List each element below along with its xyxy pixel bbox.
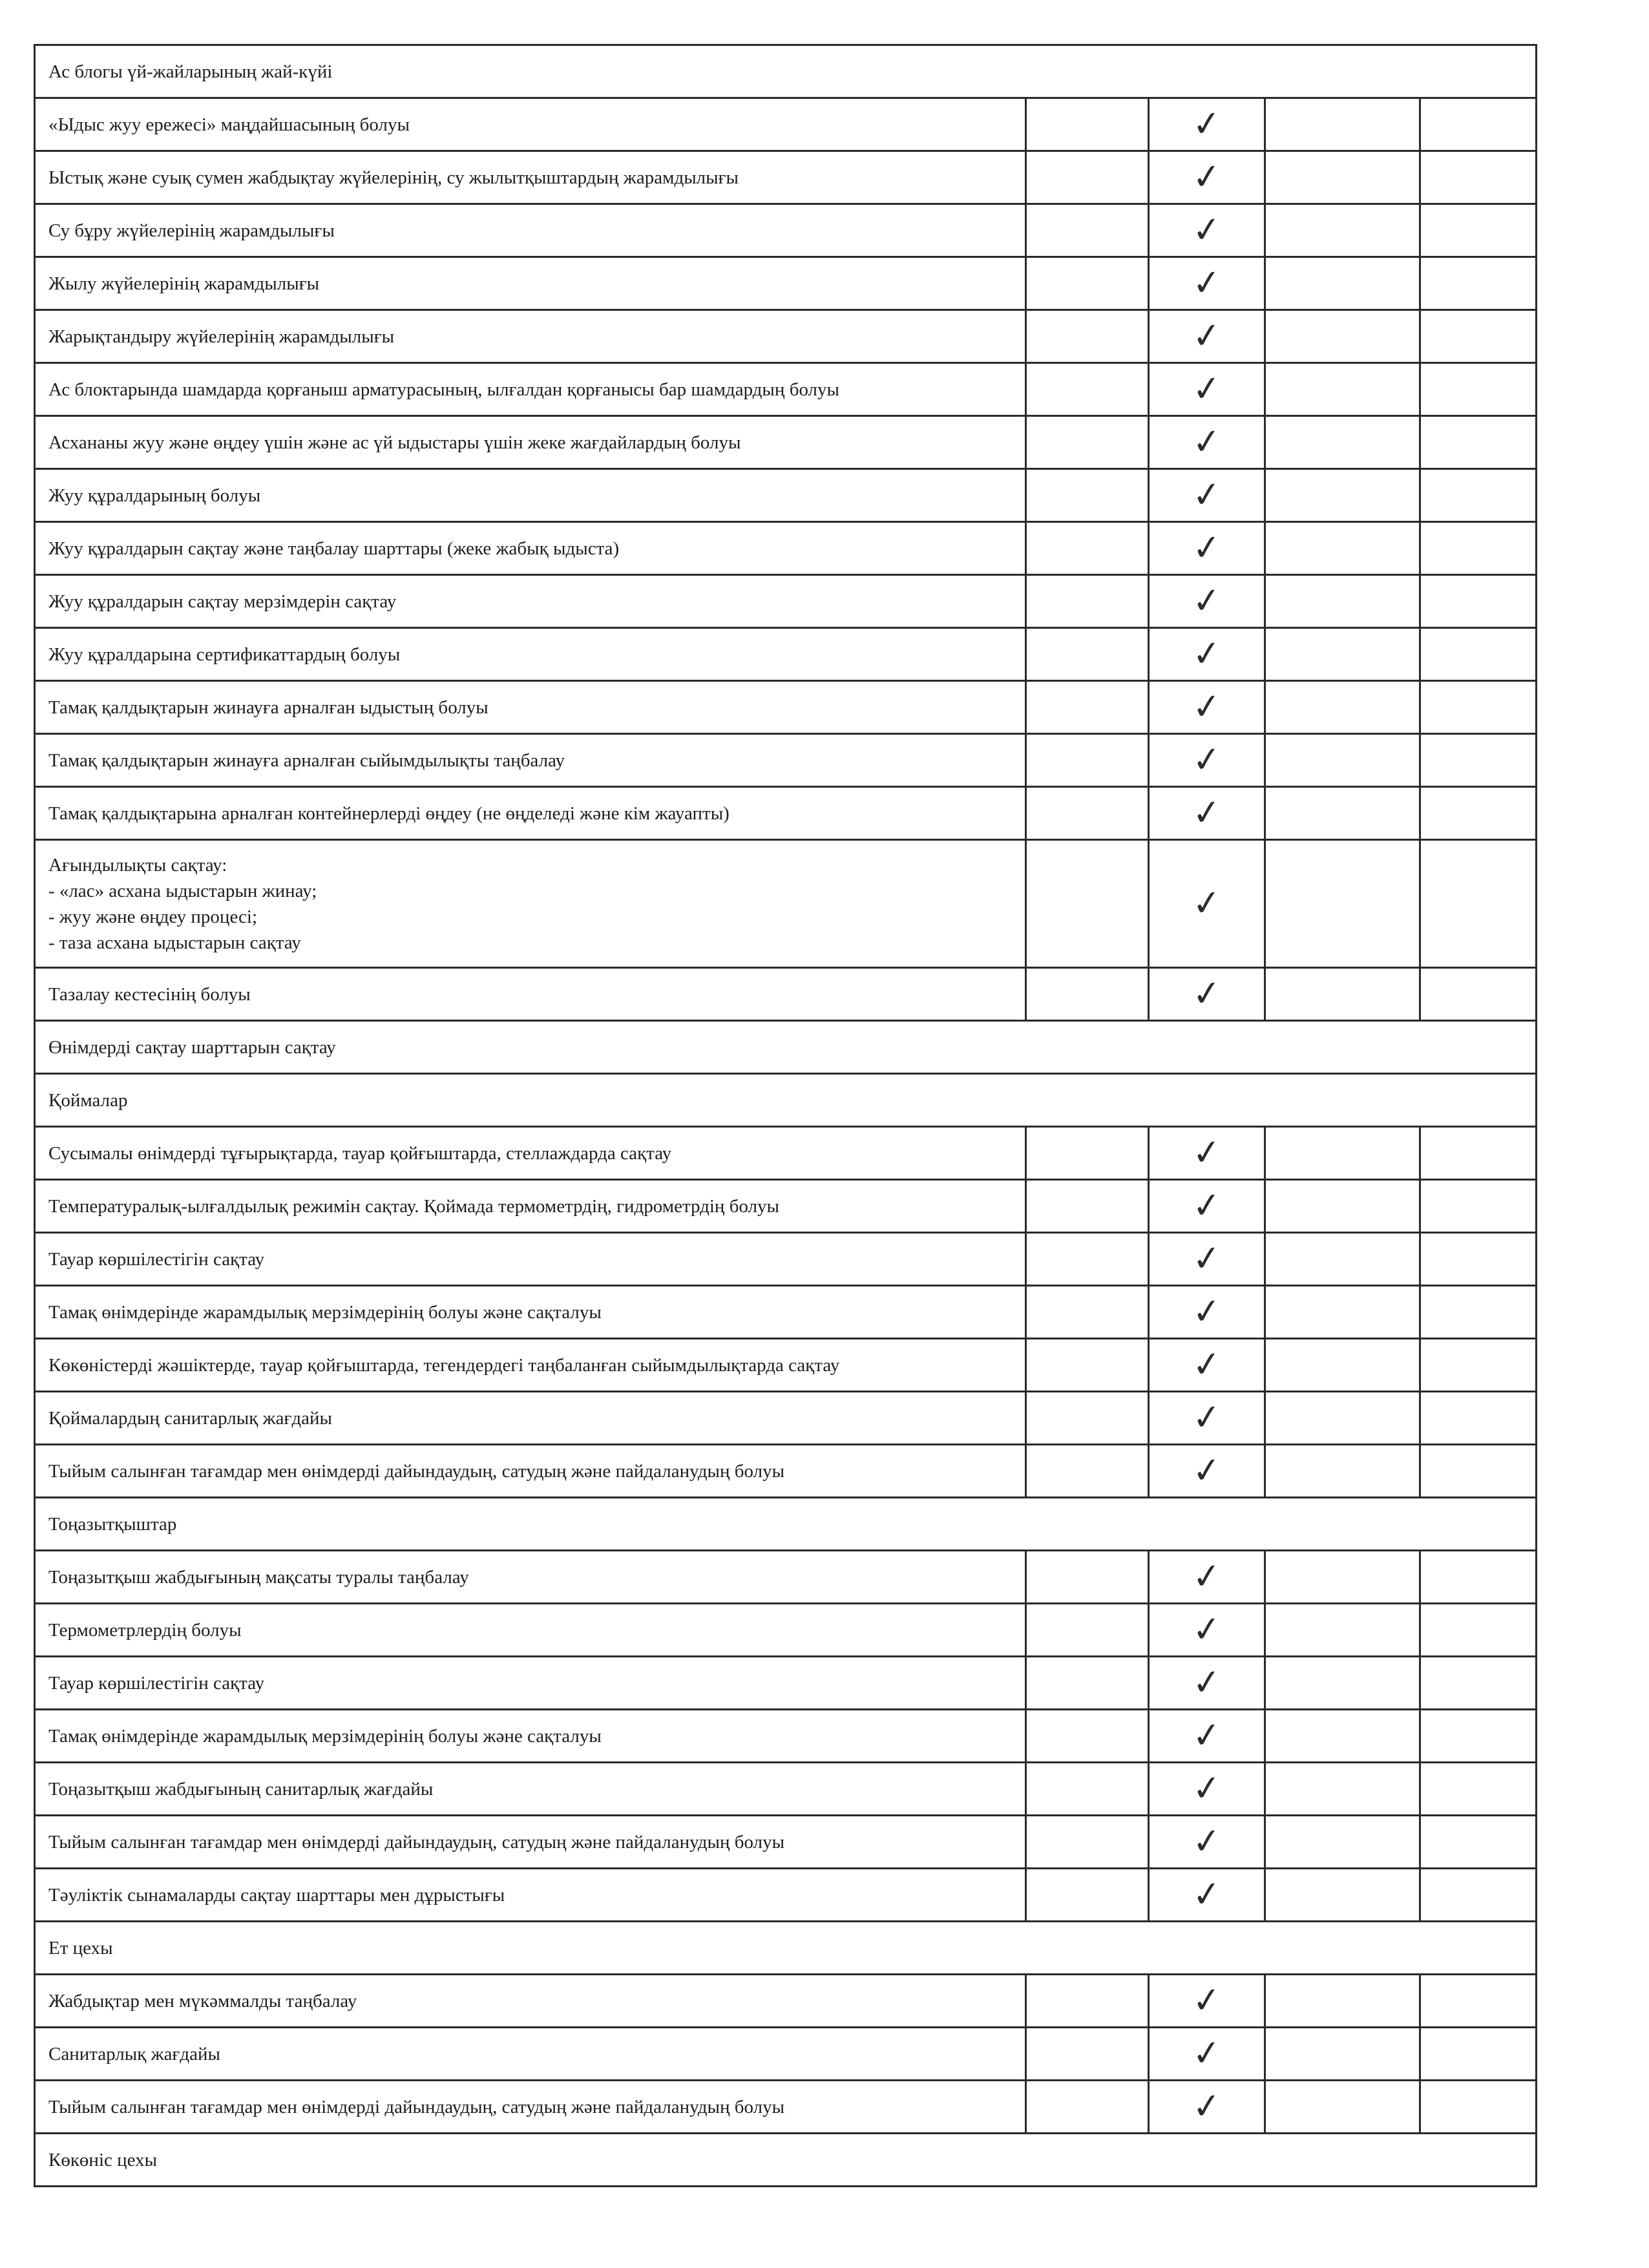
empty-cell: [1026, 734, 1149, 787]
handwritten-check-icon: ✓: [1190, 525, 1224, 569]
compliance-cell: [1149, 734, 1265, 787]
empty-cell: [1420, 1339, 1537, 1392]
empty-cell: [1265, 1180, 1420, 1233]
empty-cell: [1265, 1392, 1420, 1445]
criterion-label: Тамақ қалдықтарына арналған контейнерлерді өңдеу (не өңделеді және кім жауапты): [35, 787, 1026, 840]
checklist-row: [35, 840, 1537, 968]
empty-cell: [1026, 1975, 1149, 2028]
empty-cell: [1026, 469, 1149, 522]
handwritten-check-icon: ✓: [1190, 472, 1224, 516]
section-header-row: [35, 1074, 1537, 1127]
handwritten-check-icon: ✓: [1190, 1554, 1224, 1598]
compliance-cell: [1149, 1445, 1265, 1498]
empty-cell: [1026, 1339, 1149, 1392]
checklist-row: [35, 1392, 1537, 1445]
checklist-row: [35, 575, 1537, 628]
checklist-row: [35, 1339, 1537, 1392]
compliance-cell: [1149, 1710, 1265, 1763]
checklist-row: [35, 1180, 1537, 1233]
handwritten-check-icon: ✓: [1190, 1448, 1224, 1492]
empty-cell: [1420, 1816, 1537, 1869]
criterion-label: Жуу құралдарының болуы: [35, 469, 1026, 522]
handwritten-check-icon: ✓: [1190, 684, 1224, 728]
handwritten-check-icon: ✓: [1190, 101, 1224, 145]
criterion-label: Жабдықтар мен мүкәммалды таңбалау: [35, 1975, 1026, 2028]
criterion-label: Тамақ қалдықтарын жинауға арналған ыдыстың болуы: [35, 681, 1026, 734]
section-title: Көкөніс цехы: [35, 2134, 1537, 2187]
empty-cell: [1026, 257, 1149, 310]
empty-cell: [1265, 1975, 1420, 2028]
criterion-label: Жуу құралдарын сақтау және таңбалау шарттары (жеке жабық ыдыста): [35, 522, 1026, 575]
handwritten-check-icon: ✓: [1190, 971, 1224, 1015]
checklist-row: [35, 1975, 1537, 2028]
empty-cell: [1420, 1127, 1537, 1180]
empty-cell: [1420, 257, 1537, 310]
handwritten-check-icon: ✓: [1190, 207, 1224, 251]
checklist-row: [35, 98, 1537, 151]
compliance-cell: [1149, 1339, 1265, 1392]
criterion-label: Жуу құралдарын сақтау мерзімдерін сақтау: [35, 575, 1026, 628]
checklist-row: [35, 1763, 1537, 1816]
empty-cell: [1265, 204, 1420, 257]
empty-cell: [1420, 363, 1537, 416]
compliance-cell: [1149, 1392, 1265, 1445]
section-header-row: [35, 45, 1537, 98]
empty-cell: [1420, 840, 1537, 968]
checklist-row: [35, 1710, 1537, 1763]
empty-cell: [1420, 1604, 1537, 1657]
empty-cell: [1026, 1551, 1149, 1604]
checklist-row: [35, 1233, 1537, 1286]
checklist-row: [35, 522, 1537, 575]
empty-cell: [1026, 1657, 1149, 1710]
compliance-cell: [1149, 1975, 1265, 2028]
criterion-label: Жарықтандыру жүйелерінің жарамдылығы: [35, 310, 1026, 363]
empty-cell: [1265, 2028, 1420, 2081]
checklist-row: [35, 204, 1537, 257]
empty-cell: [1026, 840, 1149, 968]
empty-cell: [1420, 2081, 1537, 2134]
empty-cell: [1420, 204, 1537, 257]
empty-cell: [1420, 1975, 1537, 2028]
section-header-row: [35, 1922, 1537, 1975]
empty-cell: [1265, 98, 1420, 151]
empty-cell: [1026, 522, 1149, 575]
empty-cell: [1420, 1657, 1537, 1710]
checklist-row: [35, 416, 1537, 469]
empty-cell: [1265, 968, 1420, 1021]
empty-cell: [1026, 363, 1149, 416]
criterion-label: Тамақ өнімдерінде жарамдылық мерзімдерінің болуы және сақталуы: [35, 1286, 1026, 1339]
empty-cell: [1420, 522, 1537, 575]
criterion-label: Температуралық-ылғалдылық режимін сақтау. Қоймада термометрдің, гидрометрдің болуы: [35, 1180, 1026, 1233]
compliance-cell: [1149, 257, 1265, 310]
compliance-cell: [1149, 1127, 1265, 1180]
empty-cell: [1026, 1392, 1149, 1445]
compliance-cell: [1149, 98, 1265, 151]
empty-cell: [1420, 628, 1537, 681]
empty-cell: [1420, 1286, 1537, 1339]
handwritten-check-icon: ✓: [1190, 419, 1224, 463]
section-title: Тоңазытқыштар: [35, 1498, 1537, 1551]
compliance-cell: [1149, 151, 1265, 204]
compliance-cell: [1149, 416, 1265, 469]
empty-cell: [1420, 787, 1537, 840]
criterion-label: Тоңазытқыш жабдығының мақсаты туралы таңбалау: [35, 1551, 1026, 1604]
empty-cell: [1026, 787, 1149, 840]
empty-cell: [1420, 416, 1537, 469]
checklist-row: [35, 1816, 1537, 1869]
criterion-label: Тамақ қалдықтарын жинауға арналған сыйымдылықты таңбалау: [35, 734, 1026, 787]
criterion-label: Жылу жүйелерінің жарамдылығы: [35, 257, 1026, 310]
empty-cell: [1420, 1233, 1537, 1286]
criterion-label: «Ыдыс жуу ережесі» маңдайшасының болуы: [35, 98, 1026, 151]
empty-cell: [1026, 2081, 1149, 2134]
section-header-row: [35, 1498, 1537, 1551]
empty-cell: [1265, 1339, 1420, 1392]
empty-cell: [1420, 1763, 1537, 1816]
empty-cell: [1026, 98, 1149, 151]
empty-cell: [1420, 575, 1537, 628]
criterion-label: Ағындылықты сақтау: - «лас» асхана ыдыстарын жинау; - жуу және өңдеу процесі; - таза асхана ыдыстарын сақтау: [35, 840, 1026, 968]
compliance-cell: [1149, 469, 1265, 522]
checklist-row: [35, 469, 1537, 522]
empty-cell: [1026, 1445, 1149, 1498]
checklist-row: [35, 1551, 1537, 1604]
empty-cell: [1026, 1710, 1149, 1763]
empty-cell: [1265, 257, 1420, 310]
section-header-row: [35, 2134, 1537, 2187]
compliance-cell: [1149, 787, 1265, 840]
section-title: Өнімдерді сақтау шарттарын сақтау: [35, 1021, 1537, 1074]
handwritten-check-icon: ✓: [1190, 1236, 1224, 1280]
empty-cell: [1265, 469, 1420, 522]
criterion-label: Асхананы жуу және өңдеу үшін және ас үй ыдыстары үшін жеке жағдайлардың болуы: [35, 416, 1026, 469]
handwritten-check-icon: ✓: [1190, 881, 1224, 925]
empty-cell: [1026, 2028, 1149, 2081]
empty-cell: [1265, 1286, 1420, 1339]
compliance-cell: [1149, 840, 1265, 968]
empty-cell: [1265, 1445, 1420, 1498]
checklist-row: [35, 681, 1537, 734]
criterion-label: Тәуліктік сынамаларды сақтау шарттары мен дұрыстығы: [35, 1869, 1026, 1922]
handwritten-check-icon: ✓: [1190, 737, 1224, 781]
compliance-cell: [1149, 1657, 1265, 1710]
empty-cell: [1420, 151, 1537, 204]
empty-cell: [1026, 310, 1149, 363]
empty-cell: [1026, 151, 1149, 204]
criterion-label: Тауар көршілестігін сақтау: [35, 1657, 1026, 1710]
compliance-cell: [1149, 363, 1265, 416]
checklist-row: [35, 787, 1537, 840]
empty-cell: [1026, 1180, 1149, 1233]
empty-cell: [1265, 840, 1420, 968]
handwritten-check-icon: ✓: [1190, 1607, 1224, 1651]
handwritten-check-icon: ✓: [1190, 1342, 1224, 1386]
compliance-cell: [1149, 1604, 1265, 1657]
checklist-row: [35, 1445, 1537, 1498]
criterion-label: Көкөністерді жәшіктерде, тауар қойғыштарда, тегендердегі таңбаланған сыйымдылықтарда сақтау: [35, 1339, 1026, 1392]
empty-cell: [1265, 1127, 1420, 1180]
criterion-label: Санитарлық жағдайы: [35, 2028, 1026, 2081]
empty-cell: [1265, 1233, 1420, 1286]
compliance-cell: [1149, 2028, 1265, 2081]
empty-cell: [1265, 151, 1420, 204]
handwritten-check-icon: ✓: [1190, 366, 1224, 410]
handwritten-check-icon: ✓: [1190, 1289, 1224, 1333]
section-title: Ет цехы: [35, 1922, 1537, 1975]
empty-cell: [1026, 1286, 1149, 1339]
handwritten-check-icon: ✓: [1190, 313, 1224, 357]
empty-cell: [1265, 681, 1420, 734]
handwritten-check-icon: ✓: [1190, 1395, 1224, 1439]
compliance-cell: [1149, 204, 1265, 257]
criterion-label: Тыйым салынған тағамдар мен өнімдерді дайындаудың, сатудың және пайдаланудың болуы: [35, 1445, 1026, 1498]
compliance-cell: [1149, 1816, 1265, 1869]
checklist-row: [35, 734, 1537, 787]
criterion-label: Ыстық және суық сумен жабдықтау жүйелерінің, су жылытқыштардың жарамдылығы: [35, 151, 1026, 204]
empty-cell: [1265, 1763, 1420, 1816]
empty-cell: [1265, 2081, 1420, 2134]
empty-cell: [1265, 310, 1420, 363]
compliance-cell: [1149, 522, 1265, 575]
empty-cell: [1265, 1551, 1420, 1604]
empty-cell: [1026, 1127, 1149, 1180]
empty-cell: [1420, 1710, 1537, 1763]
handwritten-check-icon: ✓: [1190, 1713, 1224, 1757]
empty-cell: [1026, 628, 1149, 681]
handwritten-check-icon: ✓: [1190, 1130, 1224, 1174]
checklist-row: [35, 1657, 1537, 1710]
empty-cell: [1420, 2028, 1537, 2081]
empty-cell: [1265, 1604, 1420, 1657]
criterion-label: Қоймалардың санитарлық жағдайы: [35, 1392, 1026, 1445]
empty-cell: [1026, 1816, 1149, 1869]
empty-cell: [1420, 469, 1537, 522]
criterion-label: Тыйым салынған тағамдар мен өнімдерді дайындаудың, сатудың және пайдаланудың болуы: [35, 1816, 1026, 1869]
empty-cell: [1265, 363, 1420, 416]
checklist-row: [35, 2028, 1537, 2081]
criterion-label: Тыйым салынған тағамдар мен өнімдерді дайындаудың, сатудың және пайдаланудың болуы: [35, 2081, 1026, 2134]
section-title: Қоймалар: [35, 1074, 1537, 1127]
empty-cell: [1026, 416, 1149, 469]
criterion-label: Тамақ өнімдерінде жарамдылық мерзімдерінің болуы және сақталуы: [35, 1710, 1026, 1763]
handwritten-check-icon: ✓: [1190, 154, 1224, 198]
compliance-cell: [1149, 575, 1265, 628]
checklist-row: [35, 310, 1537, 363]
handwritten-check-icon: ✓: [1190, 578, 1224, 622]
compliance-cell: [1149, 1869, 1265, 1922]
checklist-row: [35, 968, 1537, 1021]
handwritten-check-icon: ✓: [1190, 1660, 1224, 1704]
empty-cell: [1265, 416, 1420, 469]
empty-cell: [1026, 1869, 1149, 1922]
compliance-cell: [1149, 1286, 1265, 1339]
checklist-row: [35, 363, 1537, 416]
empty-cell: [1265, 522, 1420, 575]
checklist-row: [35, 257, 1537, 310]
empty-cell: [1420, 1392, 1537, 1445]
empty-cell: [1265, 1710, 1420, 1763]
empty-cell: [1026, 681, 1149, 734]
checklist-row: [35, 628, 1537, 681]
empty-cell: [1026, 1763, 1149, 1816]
empty-cell: [1420, 1551, 1537, 1604]
checklist-body: [35, 45, 1537, 2187]
inspection-checklist-table: [34, 44, 1537, 2187]
criterion-label: Жуу құралдарына сертификаттардың болуы: [35, 628, 1026, 681]
compliance-cell: [1149, 2081, 1265, 2134]
criterion-label: Тоңазытқыш жабдығының санитарлық жағдайы: [35, 1763, 1026, 1816]
empty-cell: [1420, 98, 1537, 151]
compliance-cell: [1149, 968, 1265, 1021]
compliance-cell: [1149, 1763, 1265, 1816]
criterion-label: Тауар көршілестігін сақтау: [35, 1233, 1026, 1286]
compliance-cell: [1149, 310, 1265, 363]
empty-cell: [1420, 310, 1537, 363]
checklist-row: [35, 151, 1537, 204]
compliance-cell: [1149, 1551, 1265, 1604]
compliance-cell: [1149, 628, 1265, 681]
empty-cell: [1265, 787, 1420, 840]
empty-cell: [1420, 734, 1537, 787]
empty-cell: [1265, 1657, 1420, 1710]
empty-cell: [1026, 968, 1149, 1021]
empty-cell: [1026, 1233, 1149, 1286]
handwritten-check-icon: ✓: [1190, 2031, 1224, 2075]
empty-cell: [1420, 1445, 1537, 1498]
empty-cell: [1265, 628, 1420, 681]
empty-cell: [1265, 1869, 1420, 1922]
handwritten-check-icon: ✓: [1190, 1872, 1224, 1916]
checklist-row: [35, 2081, 1537, 2134]
handwritten-check-icon: ✓: [1190, 631, 1224, 675]
checklist-row: [35, 1869, 1537, 1922]
checklist-row: [35, 1604, 1537, 1657]
checklist-row: [35, 1127, 1537, 1180]
empty-cell: [1265, 575, 1420, 628]
handwritten-check-icon: ✓: [1190, 1183, 1224, 1227]
section-title: Ас блогы үй-жайларының жай-күйі: [35, 45, 1537, 98]
criterion-label: Су бұру жүйелерінің жарамдылығы: [35, 204, 1026, 257]
checklist-row: [35, 1286, 1537, 1339]
empty-cell: [1420, 968, 1537, 1021]
criterion-label: Ас блоктарында шамдарда қорғаныш арматурасының, ылғалдан қорғанысы бар шамдардың болуы: [35, 363, 1026, 416]
empty-cell: [1026, 1604, 1149, 1657]
empty-cell: [1026, 204, 1149, 257]
handwritten-check-icon: ✓: [1190, 260, 1224, 304]
compliance-cell: [1149, 1180, 1265, 1233]
criterion-label: Тазалау кестесінің болуы: [35, 968, 1026, 1021]
criterion-label: Сусымалы өнімдерді тұғырықтарда, тауар қойғыштарда, стеллаждарда сақтау: [35, 1127, 1026, 1180]
empty-cell: [1265, 1816, 1420, 1869]
empty-cell: [1420, 1869, 1537, 1922]
compliance-cell: [1149, 681, 1265, 734]
empty-cell: [1026, 575, 1149, 628]
handwritten-check-icon: ✓: [1190, 2084, 1224, 2128]
handwritten-check-icon: ✓: [1190, 1819, 1224, 1863]
criterion-label: Термометрлердің болуы: [35, 1604, 1026, 1657]
empty-cell: [1420, 1180, 1537, 1233]
handwritten-check-icon: ✓: [1190, 1766, 1224, 1810]
handwritten-check-icon: ✓: [1190, 1978, 1224, 2022]
section-header-row: [35, 1021, 1537, 1074]
empty-cell: [1265, 734, 1420, 787]
handwritten-check-icon: ✓: [1190, 790, 1224, 834]
compliance-cell: [1149, 1233, 1265, 1286]
empty-cell: [1420, 681, 1537, 734]
